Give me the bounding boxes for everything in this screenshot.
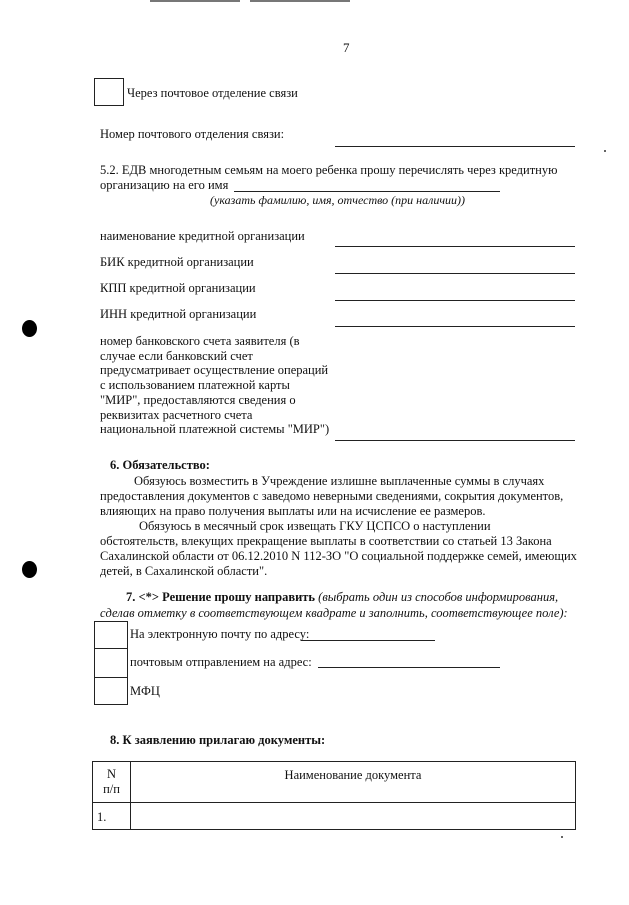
mail-option-checkbox[interactable]: [94, 648, 128, 678]
post-office-option-label: Через почтовое отделение связи: [127, 86, 298, 100]
account-label: [100, 334, 329, 437]
mail-address-field[interactable]: [318, 667, 500, 668]
section-6-p1-line2: предоставления документов с заведомо неверными сведениями, сокрытия документов,: [100, 489, 564, 503]
scan-dot: [561, 836, 563, 838]
section-7-hint: (выбрать один из способов информирования,: [315, 590, 559, 604]
page-number: 7: [343, 40, 350, 55]
documents-table: [92, 761, 576, 830]
scan-artifact: [150, 0, 240, 2]
section-5-2-line2: организацию на его имя: [100, 178, 229, 192]
bank-name-label: наименование кредитной организации: [100, 229, 305, 243]
section-7-hint-line2: сделав отметку в соответствующем квадрате и заполнить, соответствующее поле):: [100, 606, 568, 620]
section-6-title: 6. Обязательство:: [110, 458, 210, 472]
mail-option-label: почтовым отправлением на адрес:: [130, 655, 312, 669]
section-5-2-line1: 5.2. ЕДВ многодетным семьям на моего ребенка прошу перечислять через кредитную: [100, 163, 558, 177]
inn-label: ИНН кредитной организации: [100, 307, 257, 321]
section-7-heading: [126, 590, 558, 605]
table-header-name: Наименование документа: [284, 768, 422, 782]
table-header-num-line1: N: [106, 767, 117, 781]
bik-field[interactable]: [335, 273, 575, 274]
account-label-line: реквизитах расчетного счета: [100, 407, 253, 422]
account-label-line: случае если банковский счет: [100, 348, 253, 363]
post-office-number-label: Номер почтового отделения связи:: [100, 127, 285, 141]
post-office-number-field[interactable]: [335, 146, 575, 147]
account-label-line: национальной платежной системы "МИР"): [100, 422, 330, 437]
mfc-option-checkbox[interactable]: [94, 677, 128, 705]
email-option-checkbox[interactable]: [94, 621, 128, 649]
table-row-name-cell[interactable]: [135, 810, 571, 826]
punch-hole: [22, 561, 37, 578]
account-number-field[interactable]: [335, 440, 575, 441]
post-office-checkbox[interactable]: [94, 78, 124, 106]
section-6-p2-line3: Сахалинской области от 06.12.2010 N 112-ЗО "О социальной поддержке семей, имеющих: [100, 549, 577, 563]
inn-field[interactable]: [335, 326, 575, 327]
scan-dot: [604, 150, 606, 152]
section-6-p1-line3: влияющих на право получения выплаты или на исчисление ее размеров.: [100, 504, 486, 518]
recipient-name-field[interactable]: [234, 191, 500, 192]
account-label-line: "МИР", предоставляются сведения о: [100, 392, 296, 407]
kpp-field[interactable]: [335, 300, 575, 301]
section-6-p2-line1: Обязуюсь в месячный срок извещать ГКУ ЦСПСО о наступлении: [139, 519, 491, 533]
table-header-num-line2: п/п: [103, 782, 120, 796]
email-option-label: На электронную почту по адресу:: [130, 627, 310, 641]
bank-name-field[interactable]: [335, 246, 575, 247]
kpp-label: КПП кредитной организации: [100, 281, 256, 295]
punch-hole: [22, 320, 37, 337]
bik-label: БИК кредитной организации: [100, 255, 254, 269]
recipient-name-hint: (указать фамилию, имя, отчество (при наличии)): [210, 193, 466, 207]
table-row-divider: [93, 802, 575, 803]
section-6-p2-line4: детей, в Сахалинской области".: [100, 564, 268, 578]
section-6-p1-line1: Обязуюсь возместить в Учреждение излишне выплаченные суммы в случаях: [134, 474, 545, 488]
section-8-title: 8. К заявлению прилагаю документы:: [110, 733, 326, 747]
account-label-line: с использованием платежной карты: [100, 378, 290, 393]
mfc-option-label: МФЦ: [130, 684, 160, 698]
scan-artifact: [250, 0, 350, 2]
table-row-num: 1.: [97, 810, 107, 824]
section-7-title: 7. <*> Решение прошу направить: [126, 590, 316, 604]
account-label-line: предусматривает осуществление операций: [100, 363, 329, 378]
email-address-field[interactable]: [301, 640, 435, 641]
account-label-line: номер банковского счета заявителя (в: [100, 334, 300, 348]
section-6-p2-line2: обстоятельств, влекущих прекращение выплаты в соответствии со статьей 13 Закона: [100, 534, 552, 548]
table-header-num: [93, 767, 130, 797]
